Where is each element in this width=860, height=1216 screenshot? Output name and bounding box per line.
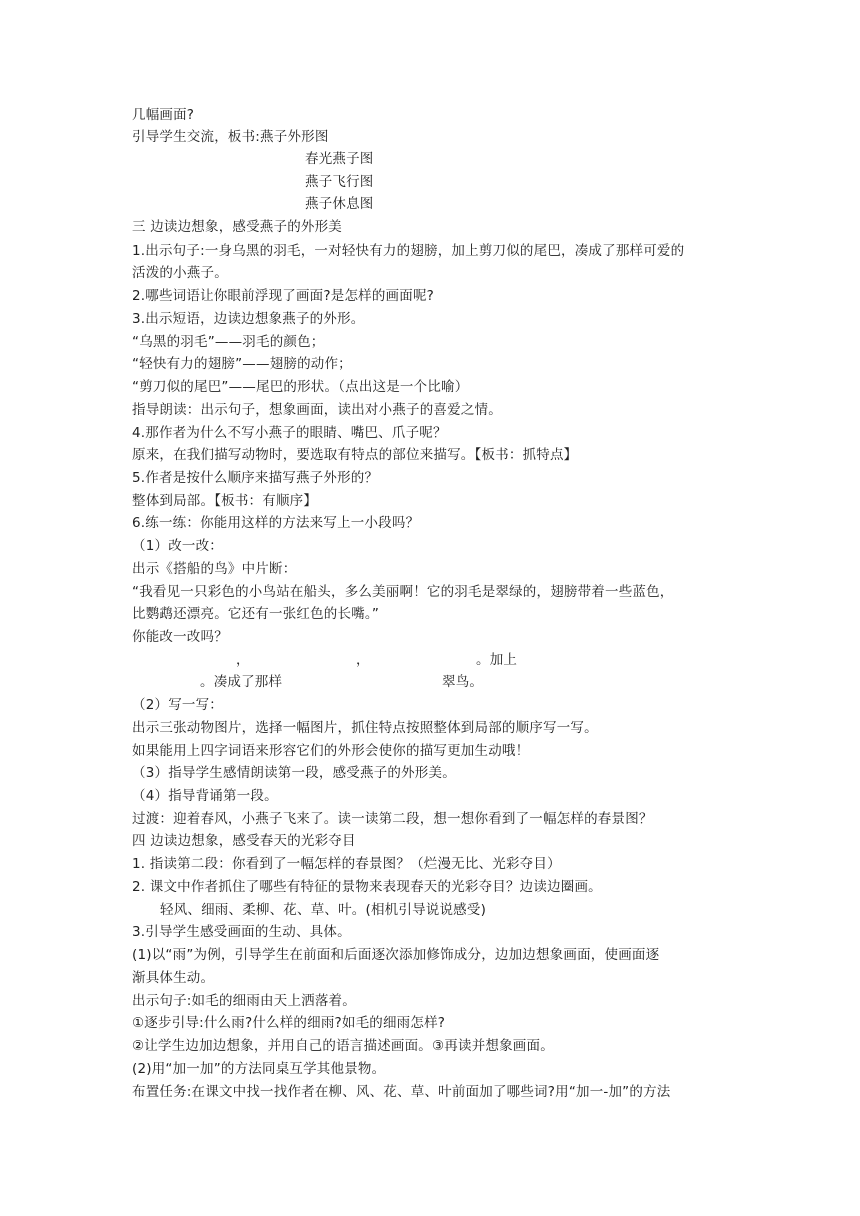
text-line: 轻风、细雨、柔柳、花、草、叶。(相机引导说说感受) — [160, 902, 487, 918]
text-line: 原来，在我们描写动物时，要选取有特点的部位来描写。【板书：抓特点】 — [132, 447, 578, 463]
text-line: 4.那作者为什么不写小燕子的眼睛、嘴巴、爪子呢？ — [132, 425, 447, 441]
text-line: 5.作者是按什么顺序来描写燕子外形的？ — [132, 470, 379, 486]
text-line: 整体到局部。【板书：有顺序】 — [132, 493, 318, 509]
text-line: 活泼的小燕子。 — [132, 265, 228, 281]
text-line: 过渡：迎着春风，小燕子飞来了。读一读第二段，想一想你看到了一幅怎样的春景图？ — [132, 811, 653, 827]
text-line: 引导学生交流，板书:燕子外形图 — [132, 129, 329, 145]
text-line: （2）写一写： — [132, 697, 223, 713]
text-line: 出示句子:如毛的细雨由天上洒落着。 — [132, 993, 356, 1009]
section-heading: 三 边读边想象，感受燕子的外形美 — [132, 219, 342, 235]
fill-blank-comma: ， — [356, 652, 370, 668]
text-line: 1. 指读第二段：你看到了一幅怎样的春景图？（烂漫无比、光彩夺目） — [132, 856, 561, 872]
text-line: “剪刀似的尾巴”——尾巴的形状。（点出这是一个比喻） — [132, 379, 469, 395]
text-line: 3.引导学生感受画面的生动、具体。 — [132, 924, 351, 940]
text-line: ②让学生边加边想象，并用自己的语言描述画面。③再读并想象画面。 — [132, 1038, 554, 1054]
section-heading: 四 边读边想象，感受春天的光彩夺目 — [132, 833, 356, 849]
text-line: （1）改一改： — [132, 538, 223, 554]
text-line: (1)以“雨”为例，引导学生在前面和后面逐次添加修饰成分，边加边想象画面，使画面逐 — [132, 947, 660, 963]
text-line: “轻快有力的翅膀”——翅膀的动作； — [132, 356, 352, 372]
text-line: 1.出示句子:一身乌黑的羽毛，一对轻快有力的翅膀，加上剪刀似的尾巴，凑成了那样可爱的 — [132, 243, 685, 259]
text-line: 指导朗读：出示句子，想象画面，读出对小燕子的喜爱之情。 — [132, 402, 502, 418]
text-line: （3）指导学生感情朗读第一段，感受燕子的外形美。 — [132, 765, 456, 781]
text-line: 你能改一改吗？ — [132, 629, 228, 645]
fill-blank-text: 。加上 — [476, 652, 518, 668]
text-line: 几幅画面? — [132, 107, 195, 123]
fill-blank-comma: ， — [236, 652, 250, 668]
text-line: 比鹦鹉还漂亮。它还有一张红色的长嘴。” — [132, 606, 380, 622]
fill-blank-text: 翠鸟。 — [442, 674, 484, 690]
text-line: (2)用“加一加”的方法同桌互学其他景物。 — [132, 1061, 386, 1077]
text-line: 出示《搭船的鸟》中片断： — [132, 561, 297, 577]
text-line: 如果能用上四字词语来形容它们的外形会使你的描写更加生动哦！ — [132, 743, 530, 759]
text-line: “我看见一只彩色的小鸟站在船头，多么美丽啊！它的羽毛是翠绿的，翅膀带着一些蓝色， — [132, 584, 674, 600]
text-line: 2.哪些词语让你眼前浮现了画面?是怎样的画面呢? — [132, 288, 435, 304]
text-line: 春光燕子图 — [305, 151, 374, 167]
text-line: 渐具体生动。 — [132, 970, 215, 986]
text-line: 燕子飞行图 — [305, 174, 374, 190]
text-line: （4）指导背诵第一段。 — [132, 788, 278, 804]
text-line: 出示三张动物图片，选择一幅图片，抓住特点按照整体到局部的顺序写一写。 — [132, 720, 598, 736]
text-line: 3.出示短语，边读边想象燕子的外形。 — [132, 311, 365, 327]
text-line: 2. 课文中作者抓住了哪些有特征的景物来表现春天的光彩夺目？边读边圈画。 — [132, 879, 602, 895]
text-line: ①逐步引导:什么雨?什么样的细雨?如毛的细雨怎样? — [132, 1015, 446, 1031]
text-line: 燕子休息图 — [305, 196, 374, 212]
text-line: 布置任务:在课文中找一找作者在柳、风、花、草、叶前面加了哪些词?用“加一-加”的方法 — [132, 1084, 671, 1100]
fill-blank-text: 。凑成了那样 — [200, 674, 283, 690]
text-line: 6.练一练：你能用这样的方法来写上一小段吗？ — [132, 515, 420, 531]
text-line: “乌黑的羽毛”——羽毛的颜色； — [132, 334, 325, 350]
